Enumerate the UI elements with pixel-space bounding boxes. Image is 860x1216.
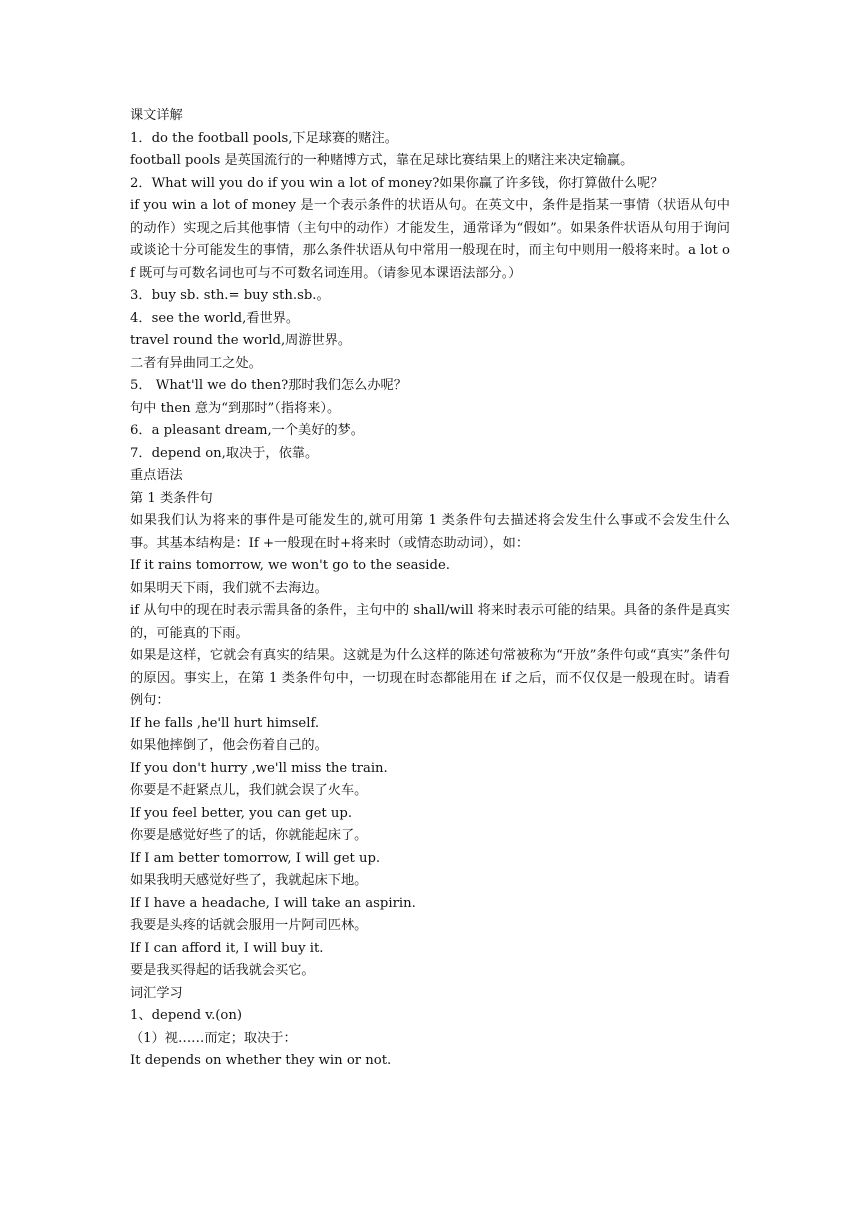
note-3: 3．buy sb. sth.= buy sth.sb.。: [130, 288, 330, 303]
note-4-comment: 二者有异曲同工之处。: [130, 355, 262, 371]
note-1: 1．do the football pools,下足球赛的赌注。: [130, 130, 398, 146]
example-translation: 要是我买得起的话我就会买它。: [130, 963, 315, 978]
section-heading-text-explanation: 课文详解: [130, 108, 183, 123]
note-4-example: travel round the world,周游世界。: [130, 333, 352, 348]
document-body: [130, 105, 730, 1073]
example-translation: 你要是不赶紧点儿，我们就会误了火车。: [130, 783, 368, 798]
subheading-first-conditional: 第 1 类条件句: [130, 490, 213, 506]
vocab-entry-depend: 1、depend v.(on): [130, 1008, 242, 1023]
vocab-sense-1: （1）视……而定；取决于：: [130, 1030, 297, 1046]
note-2-detail: if you win a lot of money 是一个表示条件的状语从句。在英文中，条件是指某一事情（状语从句中的动作）实现之后其他事情（主句中的动作）才能发生，通常译为“假如”。如果条件状语从句用于询问或谈论十分可能发生的事情，那么条件状语从句中常用一般现在时，而主句中则用一般将来时。a lot of 既可与可数名词也可与不可数名词连用。（请参见本课语法部分。）: [130, 198, 730, 281]
note-7: 7．depend on,取决于，依靠。: [130, 445, 319, 461]
note-5: 5． What'll we do then?那时我们怎么办呢？: [130, 378, 407, 393]
section-heading-grammar: 重点语法: [130, 468, 183, 483]
example-sentence: If you don't hurry ,we'll miss the train.: [130, 760, 388, 776]
example-sentence: If I have a headache, I will take an aspirin.: [130, 895, 416, 911]
note-4: 4．see the world,看世界。: [130, 310, 300, 326]
vocab-example: It depends on whether they win or not.: [130, 1053, 392, 1068]
example-translation: 如果我明天感觉好些了，我就起床下地。: [130, 873, 368, 888]
example-translation: 我要是头疼的话就会服用一片阿司匹林。: [130, 918, 368, 933]
example-translation: 如果明天下雨，我们就不去海边。: [130, 580, 328, 596]
example-sentence: If I am better tomorrow, I will get up.: [130, 850, 381, 866]
example-translation: 如果他摔倒了，他会伤着自己的。: [130, 738, 328, 753]
example-sentence: If it rains tomorrow, we won't go to the seaside.: [130, 558, 450, 573]
note-1-detail: football pools 是英国流行的一种赌博方式，靠在足球比赛结果上的赌注来决定输赢。: [130, 153, 634, 168]
grammar-paragraph-3: 如果是这样，它就会有真实的结果。这就是为什么这样的陈述句常被称为“开放”条件句或“真实”条件句的原因。事实上，在第 1 类条件句中，一切现在时态都能用在 if 之后，而不仅仅是一般现在时。请看例句：: [130, 648, 730, 708]
note-2: 2．What will you do if you win a lot of money?如果你赢了许多钱，你打算做什么呢？: [130, 175, 664, 191]
example-translation: 你要是感觉好些了的话，你就能起床了。: [130, 828, 368, 843]
example-sentence: If he falls ,he'll hurt himself.: [130, 715, 320, 731]
note-5-detail: 句中 then 意为“到那时”（指将来）。: [130, 400, 341, 416]
example-sentence: If I can afford it, I will buy it.: [130, 940, 324, 956]
note-6: 6．a pleasant dream,一个美好的梦。: [130, 423, 364, 438]
section-heading-vocabulary: 词汇学习: [130, 985, 183, 1001]
grammar-paragraph-1: 如果我们认为将来的事件是可能发生的,就可用第 1 类条件句去描述将会发生什么事或不会发生什么事。其基本结构是：If +一般现在时+将来时（或情态助动词），如：: [130, 513, 730, 551]
grammar-paragraph-2: if 从句中的现在时表示需具备的条件，主句中的 shall/will 将来时表示可能的结果。具备的条件是真实的，可能真的下雨。: [130, 603, 730, 641]
example-sentence: If you feel better, you can get up.: [130, 805, 353, 821]
